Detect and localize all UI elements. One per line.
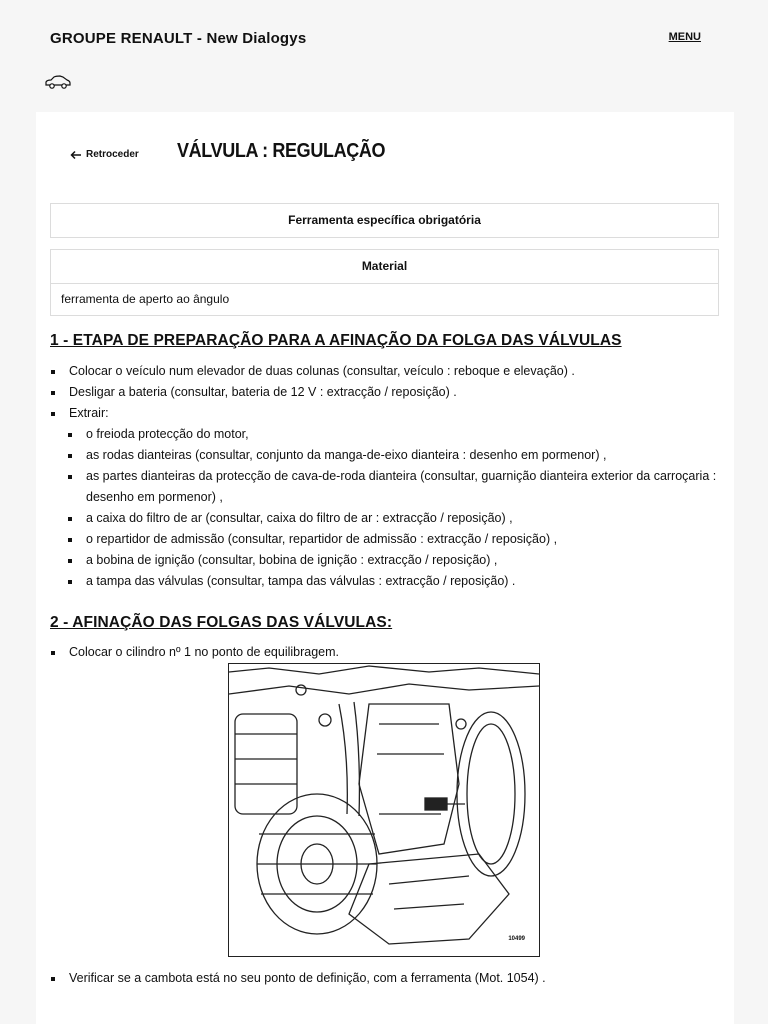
car-icon[interactable] bbox=[44, 74, 72, 90]
section-1-title: 1 - ETAPA DE PREPARAÇÃO PARA A AFINAÇÃO DA FOLGA DAS VÁLVULAS bbox=[50, 332, 622, 349]
list-item: Colocar o veículo num elevador de duas colunas (consultar, veículo : reboque e elevação) . bbox=[50, 361, 725, 382]
list-item: Colocar o cilindro nº 1 no ponto de equilibragem. bbox=[50, 642, 725, 663]
content-panel bbox=[36, 112, 734, 1024]
engine-illustration bbox=[229, 664, 539, 956]
section-2-after-list bbox=[50, 968, 725, 989]
section-2-title: 2 - AFINAÇÃO DAS FOLGAS DAS VÁLVULAS: bbox=[50, 614, 393, 631]
back-button[interactable] bbox=[70, 149, 139, 160]
menu-link[interactable]: MENU bbox=[668, 31, 701, 43]
material-heading: Material bbox=[361, 259, 408, 273]
header bbox=[50, 30, 700, 54]
material-box bbox=[50, 249, 719, 316]
arrow-left-icon bbox=[70, 150, 82, 160]
back-label: Retroceder bbox=[86, 149, 139, 160]
brand-title: GROUPE RENAULT - New Dialogys bbox=[50, 30, 307, 47]
sub-list-item: a bobina de ignição (consultar, bobina de ignição : extracção / reposição) , bbox=[50, 550, 725, 571]
engine-diagram bbox=[228, 663, 540, 957]
sub-list-item: a caixa do filtro de ar (consultar, caixa do filtro de ar : extracção / reposição) , bbox=[50, 508, 725, 529]
sub-list-item: o repartidor de admissão (consultar, repartidor de admissão : extracção / reposição) , bbox=[50, 529, 725, 550]
specific-tool-box bbox=[50, 203, 719, 238]
section-1-list bbox=[50, 361, 725, 592]
sub-list-item: a tampa das válvulas (consultar, tampa das válvulas : extracção / reposição) . bbox=[50, 571, 725, 592]
sub-list-item: o freioda protecção do motor, bbox=[50, 424, 725, 445]
page-title: VÁLVULA : REGULAÇÃO bbox=[177, 140, 386, 162]
section-2-list bbox=[50, 642, 725, 663]
sub-list-item: as partes dianteiras da protecção de cava-de-roda dianteira (consultar, guarnição dianteira exterior da carroçaria : desenho em pormenor) , bbox=[50, 466, 725, 508]
list-item: Extrair: bbox=[50, 403, 725, 424]
list-item: Verificar se a cambota está no seu ponto de definição, com a ferramenta (Mot. 1054) . bbox=[50, 968, 725, 989]
specific-tool-heading: Ferramenta específica obrigatória bbox=[288, 213, 481, 227]
list-item: Desligar a bateria (consultar, bateria de 12 V : extracção / reposição) . bbox=[50, 382, 725, 403]
sub-list-item: as rodas dianteiras (consultar, conjunto da manga-de-eixo dianteira : desenho em pormenor) , bbox=[50, 445, 725, 466]
figure-reference: 10499 bbox=[508, 936, 525, 942]
material-item: ferramenta de aperto ao ângulo bbox=[51, 283, 718, 315]
